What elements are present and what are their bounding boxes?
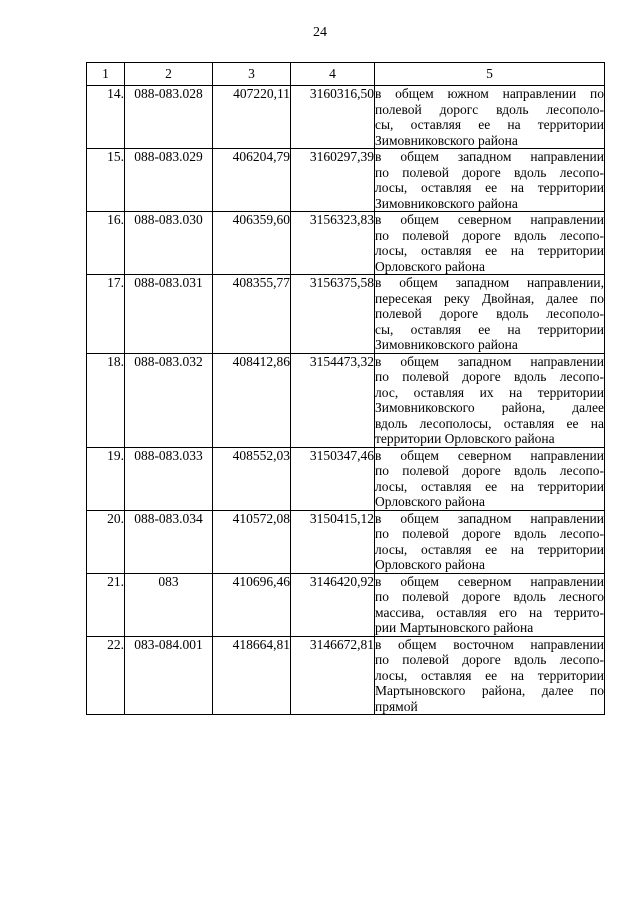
- x-coordinate-cell: 410572,08: [213, 510, 291, 573]
- y-coordinate-cell: 3160316,50: [291, 86, 375, 149]
- point-id-cell: 088-083.033: [125, 447, 213, 510]
- point-id-cell: 088-083.034: [125, 510, 213, 573]
- x-coordinate-cell: 410696,46: [213, 573, 291, 636]
- point-id-cell: 083-084.001: [125, 636, 213, 715]
- description-line: Орловского района: [375, 258, 485, 274]
- y-coordinate-cell: 3160297,39: [291, 149, 375, 212]
- description-line: по полевой дороге вдоль лесопо-: [375, 526, 604, 541]
- point-id-cell: 088-083.029: [125, 149, 213, 212]
- description-line: пересекая реку Двойная, далее по: [375, 290, 604, 306]
- point-id-cell: 083: [125, 573, 213, 636]
- description-line: рии Мартыновского района: [375, 620, 534, 635]
- table-row: [87, 212, 605, 275]
- row-number-cell: 15.: [87, 149, 125, 212]
- description-cell: [375, 636, 605, 715]
- table-row: [87, 275, 605, 354]
- description-cell: [375, 86, 605, 149]
- table-row: [87, 149, 605, 212]
- table-row: [87, 86, 605, 149]
- x-coordinate-cell: 406359,60: [213, 212, 291, 275]
- y-coordinate-cell: 3150415,12: [291, 510, 375, 573]
- description-line: лосы, оставляя ее на территории: [375, 667, 604, 683]
- description-line: в общем западном направлении: [375, 149, 604, 164]
- x-coordinate-cell: 407220,11: [213, 86, 291, 149]
- table-row: [87, 353, 605, 447]
- column-header-2: 2: [125, 63, 213, 86]
- row-number-cell: 17.: [87, 275, 125, 354]
- description-line: в общем восточном направлении: [375, 636, 604, 652]
- description-line: Орловского района: [375, 557, 485, 572]
- description-line: Мартыновского района, далее по: [375, 683, 604, 698]
- column-header-4: 4: [291, 63, 375, 86]
- description-cell: [375, 447, 605, 510]
- y-coordinate-cell: 3156323,83: [291, 212, 375, 275]
- description-line: лосы, оставляя ее на территории: [375, 243, 604, 258]
- table-row: [87, 573, 605, 636]
- table-row: [87, 510, 605, 573]
- description-line: Зимовниковского района, далее: [375, 400, 604, 415]
- description-line: территории Орловского района: [375, 431, 555, 446]
- description-line: Зимовниковского района: [375, 337, 518, 352]
- y-coordinate-cell: 3146672,81: [291, 636, 375, 715]
- description-line: по полевой дороге вдоль лесопо-: [375, 652, 604, 667]
- description-line: по полевой дороге вдоль лесопо-: [375, 369, 604, 384]
- description-line: лосы, оставляя ее на территории: [375, 541, 604, 557]
- description-cell: [375, 573, 605, 636]
- x-coordinate-cell: 408552,03: [213, 447, 291, 510]
- description-cell: [375, 212, 605, 275]
- row-number-cell: 20.: [87, 510, 125, 573]
- description-line: в общем западном направлении: [375, 510, 604, 526]
- point-id-cell: 088-083.030: [125, 212, 213, 275]
- description-line: прямой: [375, 698, 418, 714]
- column-header-3: 3: [213, 63, 291, 86]
- x-coordinate-cell: 418664,81: [213, 636, 291, 715]
- row-number-cell: 19.: [87, 447, 125, 510]
- row-number-cell: 16.: [87, 212, 125, 275]
- description-line: полевой дороге вдоль лесополо-: [375, 306, 604, 321]
- point-id-cell: 088-083.032: [125, 353, 213, 447]
- description-line: вдоль лесополосы, оставляя ее на: [375, 415, 604, 431]
- description-line: в общем западном направлении,: [375, 275, 604, 290]
- boundary-table: [86, 62, 605, 715]
- row-number-cell: 14.: [87, 86, 125, 149]
- table-row: [87, 447, 605, 510]
- page-number: 24: [313, 25, 327, 40]
- description-line: в общем южном направлении по: [375, 86, 604, 101]
- description-line: полевой дорогс вдоль лесополо-: [375, 101, 604, 117]
- description-line: по полевой дороге вдоль лесопо-: [375, 463, 604, 478]
- description-line: по полевой дороге вдоль лесопо-: [375, 227, 604, 243]
- description-line: массива, оставляя его на террито-: [375, 604, 604, 620]
- x-coordinate-cell: 408412,86: [213, 353, 291, 447]
- table-body: [87, 86, 605, 715]
- y-coordinate-cell: 3156375,58: [291, 275, 375, 354]
- row-number-cell: 21.: [87, 573, 125, 636]
- description-line: Зимовниковского района: [375, 195, 518, 211]
- description-line: в общем северном направлении: [375, 573, 604, 589]
- description-line: в общем северном направлении: [375, 447, 604, 463]
- table-header-row: [87, 63, 605, 86]
- description-line: сы, оставляя ее на территории: [375, 321, 604, 337]
- description-cell: [375, 353, 605, 447]
- description-line: в общем северном направлении: [375, 212, 604, 227]
- point-id-cell: 088-083.031: [125, 275, 213, 354]
- x-coordinate-cell: 408355,77: [213, 275, 291, 354]
- description-line: по полевой дороге вдоль лесопо-: [375, 164, 604, 180]
- description-line: Орловского района: [375, 494, 485, 509]
- row-number-cell: 22.: [87, 636, 125, 715]
- y-coordinate-cell: 3154473,32: [291, 353, 375, 447]
- y-coordinate-cell: 3146420,92: [291, 573, 375, 636]
- column-header-5: 5: [375, 63, 605, 86]
- description-cell: [375, 275, 605, 354]
- column-header-1: 1: [87, 63, 125, 86]
- description-line: лос, оставляя их на территории: [375, 384, 604, 400]
- description-line: по полевой дороге вдоль лесного: [375, 589, 604, 604]
- description-cell: [375, 510, 605, 573]
- y-coordinate-cell: 3150347,46: [291, 447, 375, 510]
- point-id-cell: 088-083.028: [125, 86, 213, 149]
- table-row: [87, 636, 605, 715]
- x-coordinate-cell: 406204,79: [213, 149, 291, 212]
- description-line: сы, оставляя ее на территории: [375, 117, 604, 132]
- description-line: в общем западном направлении: [375, 353, 604, 369]
- description-line: Зимовниковского района: [375, 132, 518, 148]
- description-cell: [375, 149, 605, 212]
- row-number-cell: 18.: [87, 353, 125, 447]
- description-line: лосы, оставляя ее на территории: [375, 478, 604, 494]
- description-line: лосы, оставляя ее на территории: [375, 180, 604, 195]
